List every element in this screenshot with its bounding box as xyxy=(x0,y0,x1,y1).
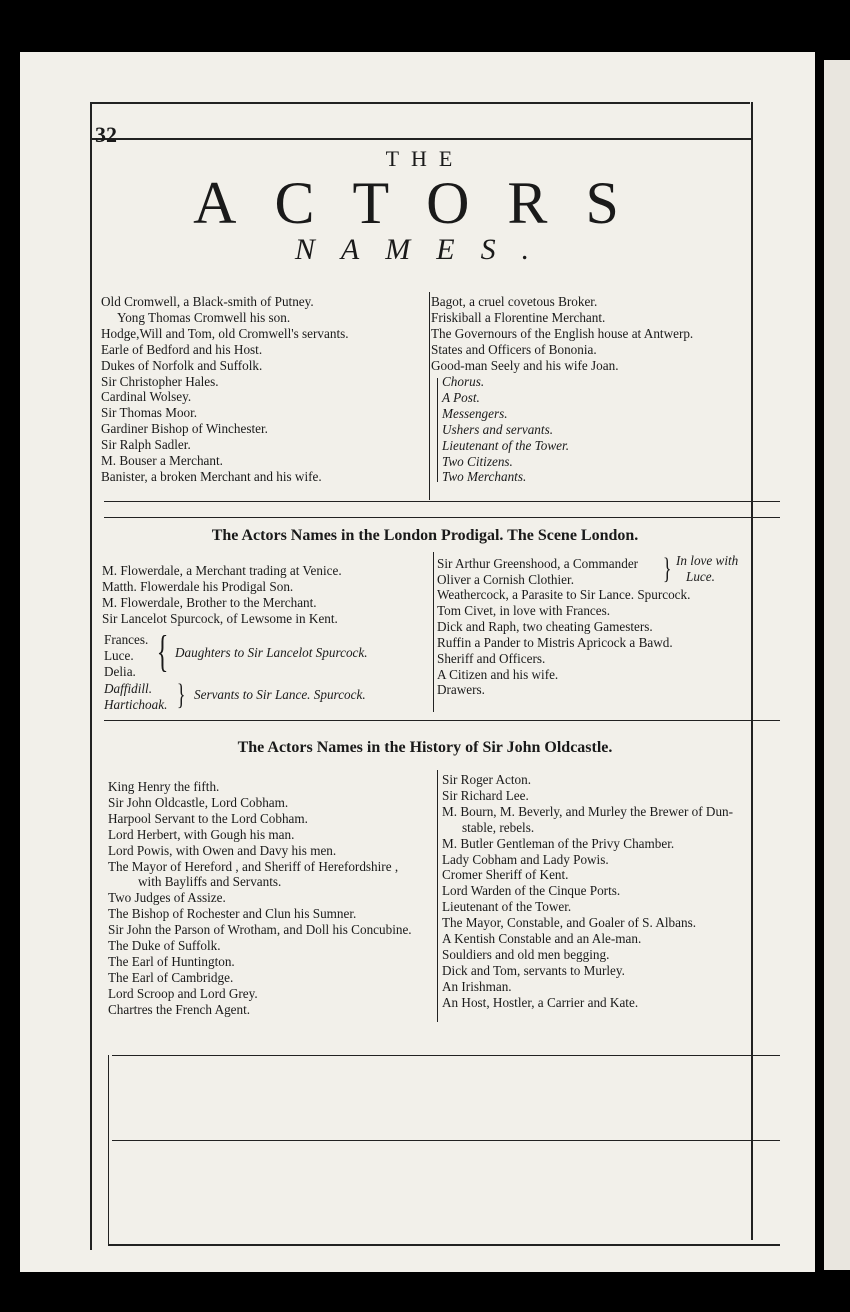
cast-entry: Yong Thomas Cromwell his son. xyxy=(117,309,291,325)
cromwell-group-list xyxy=(442,374,569,485)
cast-entry: Dick and Tom, servants to Murley. xyxy=(442,962,625,978)
cast-entry: Sir Thomas Moor. xyxy=(101,405,198,421)
cast-entry: Chorus. xyxy=(442,374,485,389)
servants-list xyxy=(104,681,167,713)
header-rule xyxy=(90,138,752,140)
cast-entry: A Post. xyxy=(442,389,480,405)
rule-after-prodigal xyxy=(104,720,780,721)
group-bracket xyxy=(437,378,438,482)
cast-entry: Earle of Bedford and his Host. xyxy=(101,341,263,357)
title-names: NAMES. xyxy=(294,233,556,266)
cast-entry: stable, rebels. xyxy=(462,819,535,835)
rule-finis-mid xyxy=(112,1140,780,1141)
cast-entry: Weathercock, a Parasite to Sir Lance. Spurcock. xyxy=(437,587,691,602)
cast-entry: M. Flowerdale, Brother to the Merchant. xyxy=(102,594,317,610)
frame-right-rule xyxy=(751,102,753,1240)
cast-entry: The Earl of Huntington. xyxy=(108,953,235,969)
cast-entry: Lieutenant of the Tower. xyxy=(442,899,572,915)
cast-entry: Oliver a Cornish Clothier. xyxy=(437,571,574,587)
prodigal-heading: The Actors Names in the London Prodigal. The Scene London. xyxy=(211,527,639,544)
cast-entry: States and Officers of Bononia. xyxy=(431,341,597,357)
cast-entry: Sir Christopher Hales. xyxy=(101,373,219,389)
cast-entry: Dick and Raph, two cheating Gamesters. xyxy=(437,618,653,634)
servants-brace: } xyxy=(176,678,186,711)
cast-entry: Lieutenant of the Tower. xyxy=(442,437,569,453)
cast-entry: The Bishop of Rochester and Clun his Sumner. xyxy=(108,906,357,922)
cast-entry: Sir John Oldcastle, Lord Cobham. xyxy=(108,794,289,810)
love-brace: } xyxy=(662,552,672,585)
cast-entry: Lord Powis, with Owen and Davy his men. xyxy=(108,842,337,858)
cast-entry: Matth. Flowerdale his Prodigal Son. xyxy=(102,578,294,594)
cast-entry: Lord Scroop and Lord Grey. xyxy=(108,985,258,1001)
cast-entry: Chartres the French Agent. xyxy=(108,1001,251,1017)
cast-entry: Cromer Sheriff of Kent. xyxy=(442,867,569,883)
oldcastle-heading: The Actors Names in the History of Sir John Oldcastle. xyxy=(237,739,613,756)
cast-entry: Luce. xyxy=(104,647,134,663)
cast-entry: Sheriff and Officers. xyxy=(437,650,546,666)
title-actors: ACTORS xyxy=(193,170,657,236)
cast-entry: Hodge,Will and Tom, old Cromwell's servants. xyxy=(101,325,349,341)
cast-entry: The Duke of Suffolk. xyxy=(108,938,221,954)
frame-top-rule xyxy=(90,102,750,104)
cast-entry: The Mayor of Hereford , and Sheriff of Herefordshire , xyxy=(108,858,399,874)
cast-entry: A Kentish Constable and an Ale-man. xyxy=(442,931,642,947)
cast-entry: The Mayor, Constable, and Goaler of S. Albans. xyxy=(442,915,697,931)
cast-entry: Souldiers and old men begging. xyxy=(442,946,610,962)
cast-entry: A Citizen and his wife. xyxy=(437,666,559,682)
cast-entry: Sir Richard Lee. xyxy=(442,787,529,803)
cromwell-left-column xyxy=(101,294,349,485)
cast-entry: An Host, Hostler, a Carrier and Kate. xyxy=(442,994,639,1010)
cast-entry: King Henry the fifth. xyxy=(108,779,220,794)
cast-entry: Old Cromwell, a Black-smith of Putney. xyxy=(101,294,314,309)
cast-entry: Cardinal Wolsey. xyxy=(101,389,192,405)
pair-label-line: In love with xyxy=(676,553,739,568)
cast-entry: M. Butler Gentleman of the Privy Chamber. xyxy=(442,835,675,851)
cast-entry: Ruffin a Pander to Mistris Apricock a Bawd. xyxy=(437,634,673,650)
cast-entry: Two Merchants. xyxy=(442,469,527,485)
cast-entry: Gardiner Bishop of Winchester. xyxy=(101,421,268,437)
servants-label: Servants to Sir Lance. Spurcock. xyxy=(194,687,366,702)
cast-entry: Hartichoak. xyxy=(104,696,168,712)
page-number: 32 xyxy=(95,122,117,147)
cromwell-right-column xyxy=(431,294,693,374)
rule-before-finis xyxy=(112,1055,780,1056)
cast-entry: Lady Cobham and Lady Powis. xyxy=(442,851,609,867)
cast-entry: Friskiball a Florentine Merchant. xyxy=(431,309,606,325)
prodigal-right-column xyxy=(437,587,690,698)
frame-left-rule xyxy=(90,102,92,1250)
prodigal-left-column xyxy=(102,563,342,627)
cast-entry: The Governours of the English house at Antwerp. xyxy=(431,325,694,341)
cast-entry: Sir Ralph Sadler. xyxy=(101,437,191,453)
cast-entry: An Irishman. xyxy=(442,978,512,994)
cast-entry: M. Bouser a Merchant. xyxy=(101,453,223,469)
cast-entry: M. Flowerdale, a Merchant trading at Venice. xyxy=(102,563,342,578)
column-divider-3 xyxy=(437,770,438,1022)
cast-entry: Daffidill. xyxy=(104,681,152,696)
oldcastle-left-column xyxy=(108,779,412,1018)
cast-entry: Sir Lancelot Spurcock, of Lewsome in Kent. xyxy=(102,610,338,626)
cast-entry: Delia. xyxy=(104,663,136,679)
column-divider-2 xyxy=(433,552,434,712)
cast-entry: Bagot, a cruel covetous Broker. xyxy=(431,294,598,309)
cast-entry: Dukes of Norfolk and Suffolk. xyxy=(101,357,263,373)
title-the: THE xyxy=(385,146,465,171)
rule-after-cromwell-2 xyxy=(104,517,780,518)
inner-left-rule xyxy=(108,1055,109,1245)
rule-bottom xyxy=(108,1244,780,1246)
rule-after-cromwell xyxy=(104,501,780,502)
cast-entry: Drawers. xyxy=(437,682,485,698)
cast-entry: Two Judges of Assize. xyxy=(108,890,226,906)
cast-entry: Ushers and servants. xyxy=(442,421,553,437)
prodigal-pair xyxy=(437,556,638,588)
cast-entry: Tom Civet, in love with Frances. xyxy=(437,602,611,618)
cast-entry: Harpool Servant to the Lord Cobham. xyxy=(108,810,308,826)
daughters-label: Daughters to Sir Lancelot Spurcock. xyxy=(175,645,368,660)
prodigal-pair-label xyxy=(676,553,738,585)
oldcastle-right-column xyxy=(442,772,733,1011)
cast-entry: Sir Roger Acton. xyxy=(442,772,532,787)
cast-entry: The Earl of Cambridge. xyxy=(108,969,234,985)
daughters-brace: { xyxy=(156,627,169,676)
cast-entry: M. Bourn, M. Beverly, and Murley the Brewer of Dun- xyxy=(442,803,734,819)
cast-entry: Sir Arthur Greenshood, a Commander xyxy=(437,556,639,571)
cast-entry: Lord Herbert, with Gough his man. xyxy=(108,826,295,842)
cast-entry: Lord Warden of the Cinque Ports. xyxy=(442,883,621,899)
cast-entry: Two Citizens. xyxy=(442,453,513,469)
pair-label-line: Luce. xyxy=(686,568,715,584)
cast-entry: Banister, a broken Merchant and his wife. xyxy=(101,468,322,484)
column-divider-1 xyxy=(429,292,430,500)
cast-entry: Good-man Seely and his wife Joan. xyxy=(431,357,619,373)
cast-entry: with Bayliffs and Servants. xyxy=(138,874,282,890)
daughters-list xyxy=(104,632,148,680)
cast-entry: Messengers. xyxy=(442,405,508,421)
cast-entry: Sir John the Parson of Wrotham, and Doll his Concubine. xyxy=(108,922,412,938)
cast-entry: Frances. xyxy=(104,632,149,647)
